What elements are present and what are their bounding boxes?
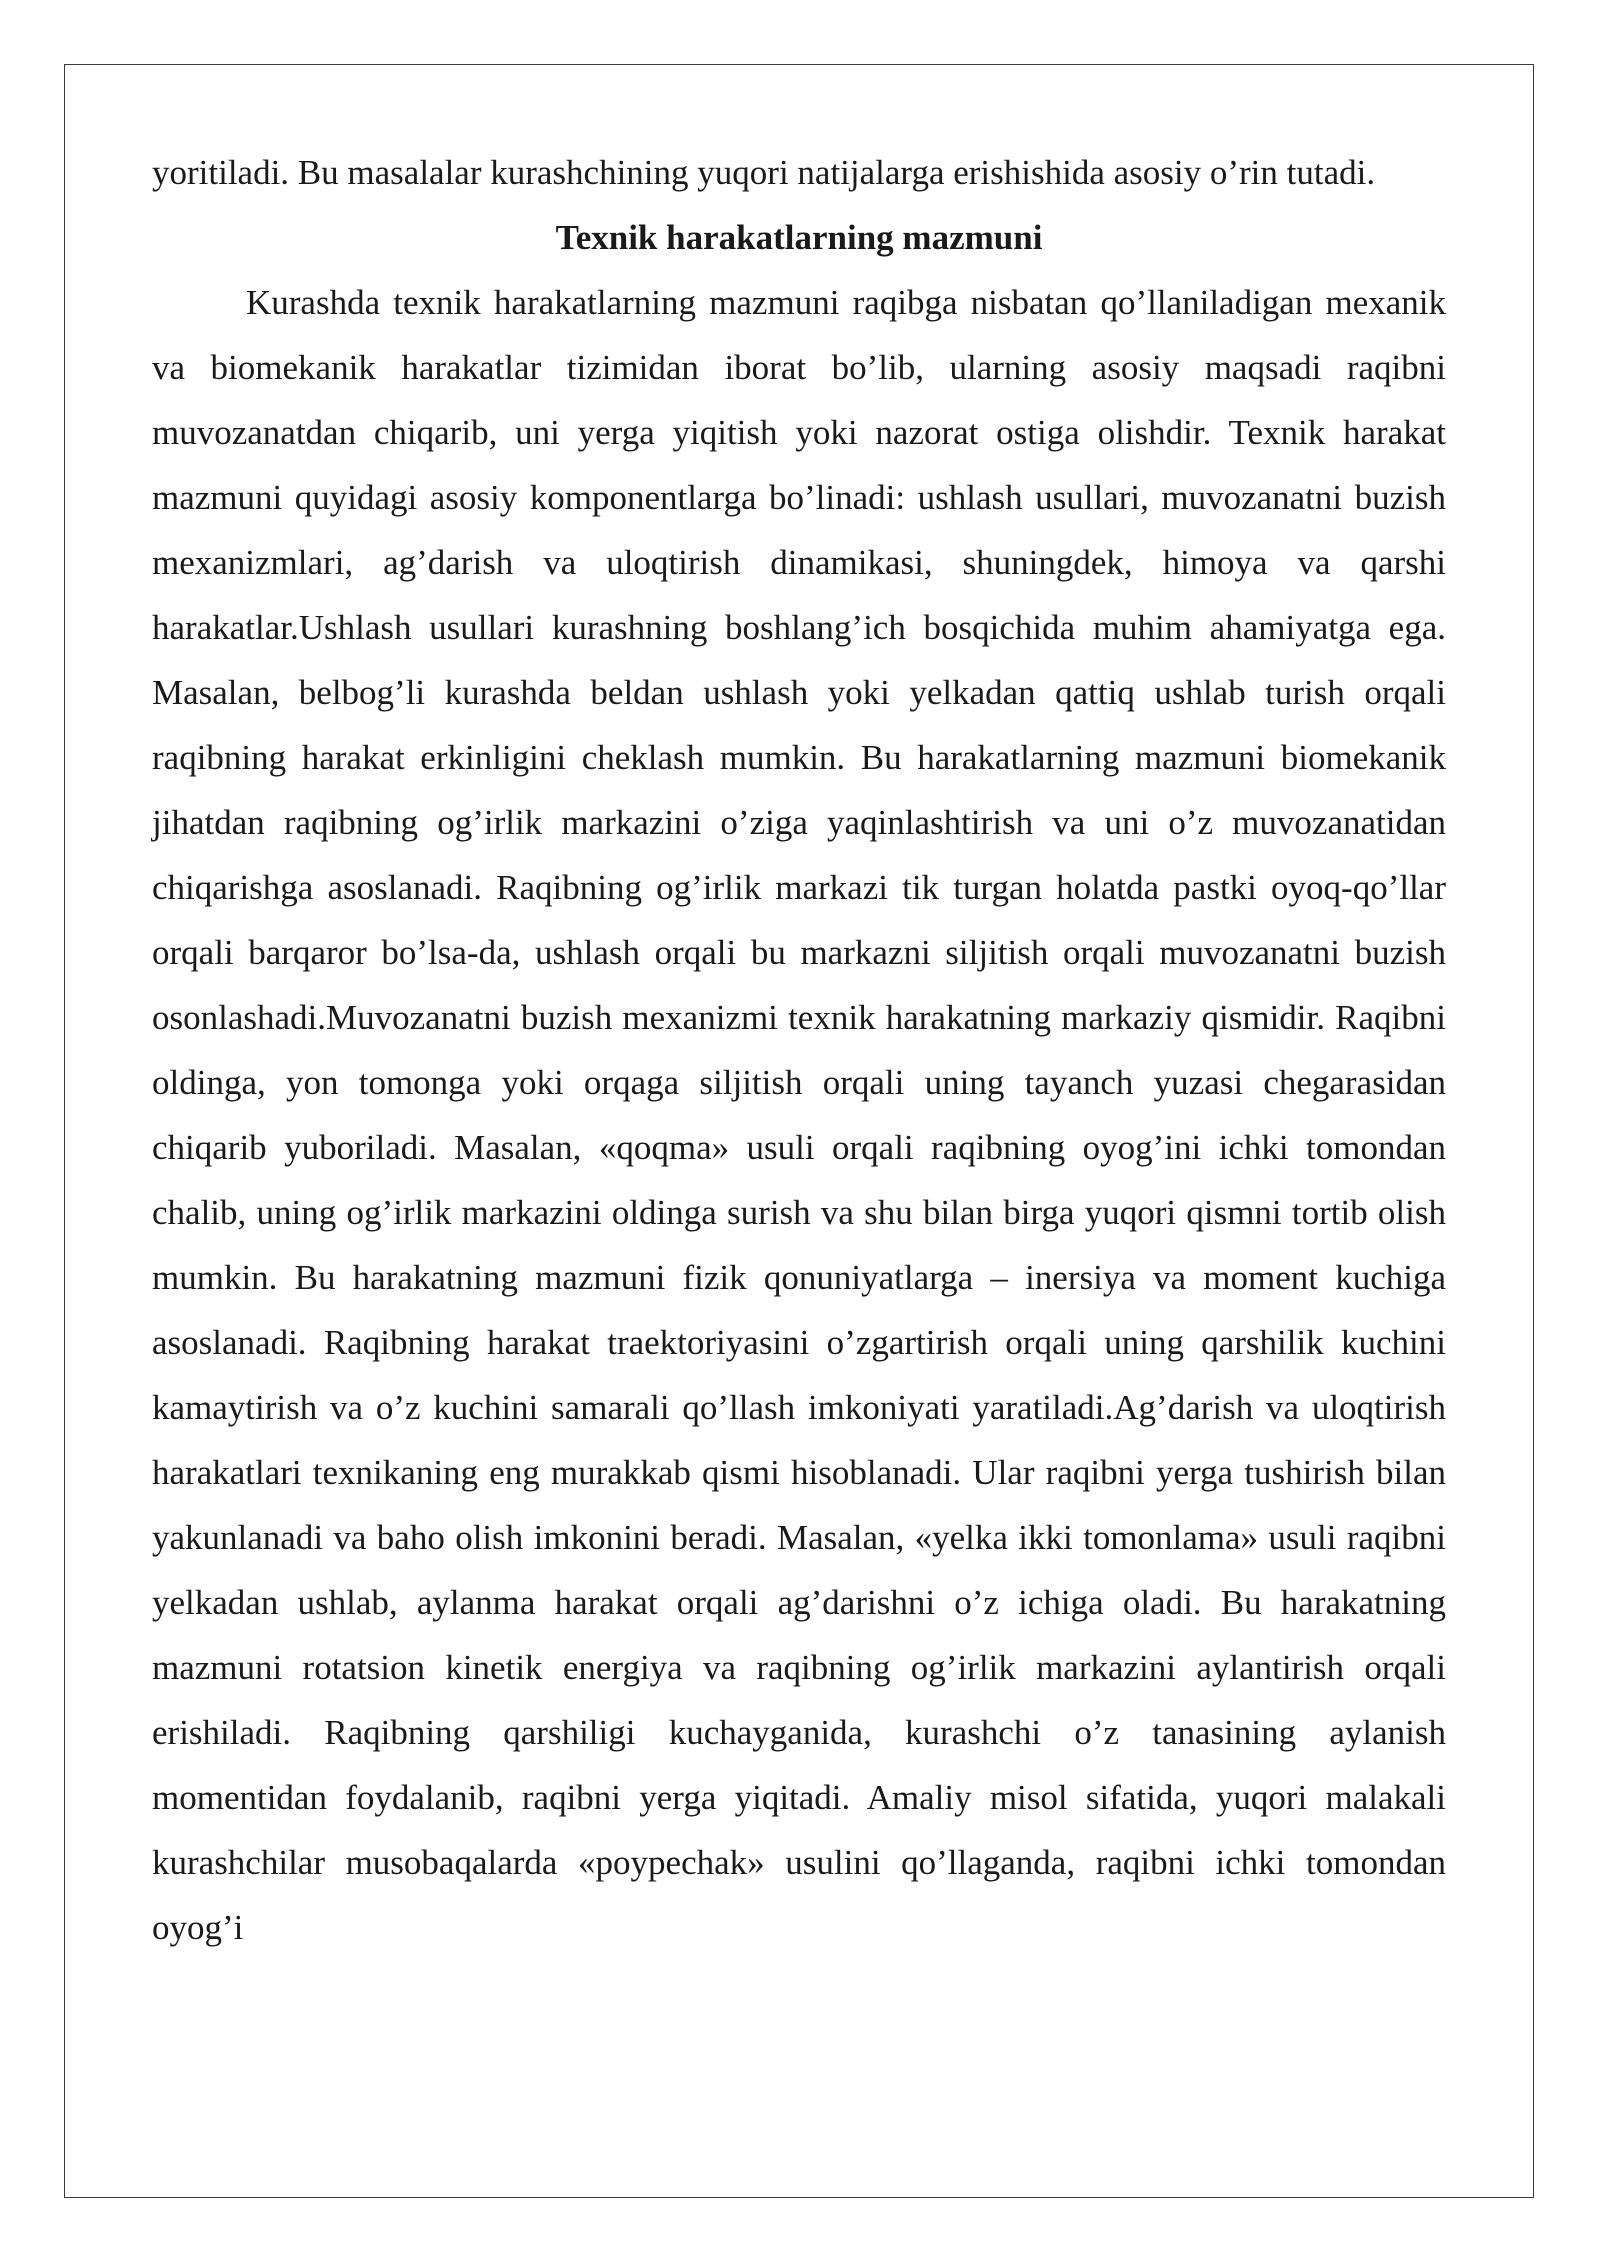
document-body <box>152 140 1446 1960</box>
continuation-paragraph: yoritiladi. Bu masalalar kurashchining yuqori natijalarga erishishida asosiy o’rin tutadi. <box>152 153 1376 192</box>
main-paragraph: Kurashda texnik harakatlarning mazmuni raqibga nisbatan qo’llaniladigan mexanik va biomekanik harakatlar tizimidan iborat bo’lib, ularning asosiy maqsadi raqibni muvozanatdan chiqarib, uni yerga yiqitish yoki nazorat ostiga olishdir. Texnik harakat mazmuni quyidagi asosiy komponentlarga bo’linadi: ushlash usullari, muvozanatni buzish mexanizmlari, ag’darish va uloqtirish dinamikasi, shuningdek, himoya va qarshi harakatlar.Ushlash usullari kurashning boshlang’ich bosqichida muhim ahamiyatga ega. Masalan, belbog’li kurashda beldan ushlash yoki yelkadan qattiq ushlab turish orqali raqibning harakat erkinligini cheklash mumkin. Bu harakatlarning mazmuni biomekanik jihatdan raqibning og’irlik markazini o’ziga yaqinlashtirish va uni o’z muvozanatidan chiqarishga asoslanadi. Raqibning og’irlik markazi tik turgan holatda pastki oyoq-qo’llar orqali barqaror bo’lsa-da, ushlash orqali bu markazni siljitish orqali muvozanatni buzish osonlashadi.Muvozanatni buzish mexanizmi texnik harakatning markaziy qismidir. Raqibni oldinga, yon tomonga yoki orqaga siljitish orqali uning tayanch yuzasi chegarasidan chiqarib yuboriladi. Masalan, «qoqma» usuli orqali raqibning oyog’ini ichki tomondan chalib, uning og’irlik markazini oldinga surish va shu bilan birga yuqori qismni tortib olish mumkin. Bu harakatning mazmuni fizik qonuniyatlarga – inersiya va moment kuchiga asoslanadi. Raqibning harakat traektoriyasini o’zgartirish orqali uning qarshilik kuchini kamaytirish va o’z kuchini samarali qo’llash imkoniyati yaratiladi.Ag’darish va uloqtirish harakatlari texnikaning eng murakkab qismi hisoblanadi. Ular raqibni yerga tushirish bilan yakunlanadi va baho olish imkonini beradi. Masalan, «yelka ikki tomonlama» usuli raqibni yelkadan ushlab, aylanma harakat orqali ag’darishni o’z ichiga oladi. Bu harakatning mazmuni rotatsion kinetik energiya va raqibning og’irlik markazini aylantirish orqali erishiladi. Raqibning qarshiligi kuchayganida, kurashchi o’z tanasining aylanish momentidan foydalanib, raqibni yerga yiqitadi. Amaliy misol sifatida, yuqori malakali kurashchilar musobaqalarda «poypechak» usulini qo’llaganda, raqibni ichki tomondan oyog’i <box>152 283 1446 1947</box>
section-heading: Texnik harakatlarning mazmuni <box>555 218 1043 257</box>
